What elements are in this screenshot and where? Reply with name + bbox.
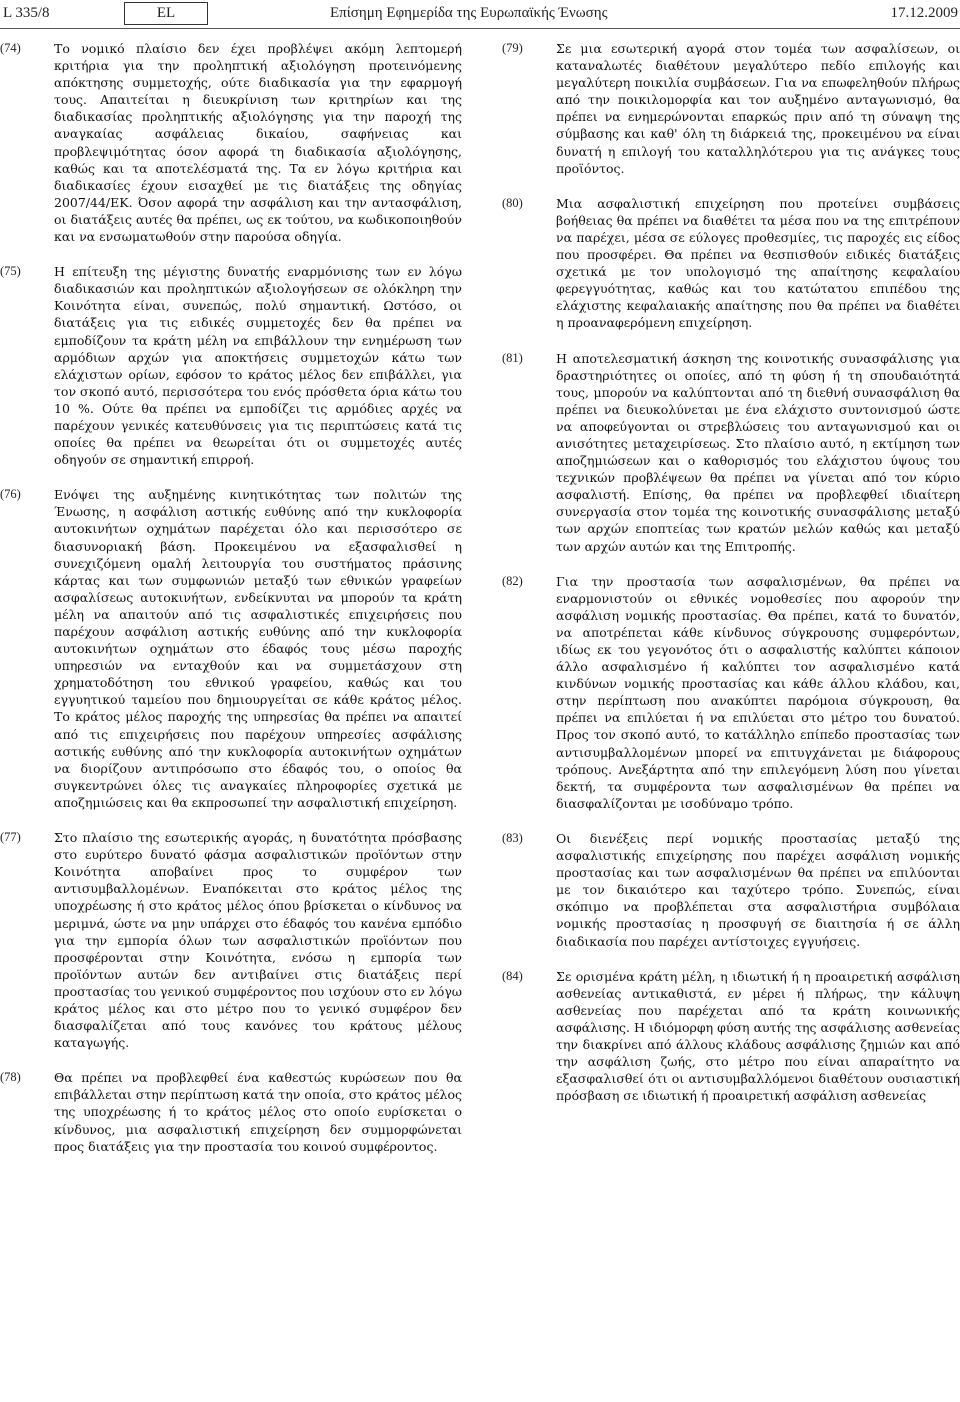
recital-number: (79) — [502, 41, 523, 55]
recital-number: (75) — [0, 264, 21, 279]
recital — [0, 263, 462, 468]
recital-text: Ενόψει της αυξημένης κινητικότητας των πολιτών της Ένωσης, η ασφάλιση αστικής ευθύνης από την κυκλοφορία αυτοκινήτων οχημάτων παρέχεται όλο και περισσότερο σε διασυνοριακή βάση. Προκειμένου να εξασφαλισθεί η συνεχιζόμενη ομαλή λειτουργία του συστήματος πράσινης κάρτας και των συμφωνιών μεταξύ των εθνικών γραφείων ασφαλίσεως αυτοκινήτων, ενδείκνυται να μπορούν τα κράτη μέλη να απαιτούν από τις ασφαλιστικές επιχειρήσεις που παρέχουν ασφάλιση αστικής ευθύνης από την κυκλοφορία αυτοκινήτων οχημάτων στο έδαφός τους μέσω παροχής υπηρεσιών να ενταχθούν και να συμμετάσχουν στη χρηματοδότηση του εθνικού γραφείου, καθώς και του εγγυητικού ταμείου που δημιουργείται σε κάθε κράτος μέλος. Το κράτος μέλος παροχής της υπηρεσίας θα πρέπει να απαιτεί από τις επιχειρήσεις που παρέχουν υπηρεσίες ασφάλισης αστικής ευθύνης από την κυκλοφορία αυτοκινήτων οχημάτων να διορίζουν αντιπρόσωπο στο έδαφός του, ο οποίος θα συγκεντρώνει όλες τις αναγκαίες πληροφορίες σχετικά με αποζημιώσεις και θα εκπροσωπεί την ασφαλιστική επιχείρηση. — [54, 487, 462, 810]
recital-text: Για την προστασία των ασφαλισμένων, θα πρέπει να εναρμονιστούν οι εθνικές νομοθεσίες που αφορούν την ασφάλιση νομικής προστασίας. Θα πρέπει, κατά το δυνατόν, να αποτρέπεται κάθε κίνδυνος σύγκρουσης συμφερόντων, ιδίως εκ του γεγονότος ότι ο ασφαλιστής καλύπτει κάποιον άλλο ασφαλισμένο ή καλύπτει τον ασφαλισμένο κατά κινδύνων νομικής προστασίας και κάθε άλλου κλάδου, και, στην περίπτωση που ανακύπτει παρόμοια σύγκρουση, θα πρέπει να επιλύεται ή να επιλύεται στο μέτρο του δυνατού. Προς τον σκοπό αυτό, το κατάλληλο επίπεδο προστασίας των αντισυμβαλλομένων μπορεί να επιτυγχάνεται με διάφορους τρόπους. Ανεξάρτητα από την επιλεγόμενη λύση που γίνεται δεκτή, τα συμφέροντα των ασφαλισμένων θα πρέπει να διασφαλίζονται με ισοδύναμο τρόπο. — [556, 573, 960, 811]
recital — [0, 829, 462, 1051]
header-rule — [0, 28, 960, 29]
recital — [502, 195, 960, 332]
publication-date: 17.12.2009 — [890, 5, 958, 21]
recital-number: (78) — [0, 1070, 21, 1085]
journal-title: Επίσημη Εφημερίδα της Ευρωπαϊκής Ένωσης — [330, 5, 608, 21]
recital-number: (77) — [0, 830, 21, 845]
recital — [0, 1069, 462, 1154]
recital-number: (84) — [502, 968, 523, 983]
recital-text: Το νομικό πλαίσιο δεν έχει προβλέψει ακόμη λεπτομερή κριτήρια για την προληπτική αξιολόγηση προτεινόμενης απόκτησης συμμετοχής, ούτε διαδικασία για την εφαρμογή τους. Απαιτείται η διευκρίνιση των κριτηρίων και της διαδικασίας προληπτικής αξιολόγησης για την παροχή της αναγκαίας ασφάλειας δικαίου, σαφήνειας και προβλεψιμότητας όσον αφορά τη διαδικασία αξιολόγησης, καθώς και τα αποτελέσματά της. Τα εν λόγω κριτήρια και διαδικασίες έχουν εισαχθεί με τις διατάξεις της οδηγίας 2007/44/ΕΚ. Όσον αφορά την ασφάλιση και την αντασφάλιση, οι διατάξεις αυτές θα πρέπει, ως εκ τούτου, να κωδικοποιηθούν και να ενσωματωθούν στην παρούσα οδηγία. — [54, 41, 462, 245]
recital-text: Η επίτευξη της μέγιστης δυνατής εναρμόνισης των εν λόγω διαδικασιών και προληπτικών αξιολογήσεων σε ολόκληρη την Κοινότητα είναι, συνεπώς, πολύ σημαντική. Ωστόσο, οι διατάξεις για τις ειδικές συμμετοχές δεν θα πρέπει να εμποδίζουν τα κράτη μέλη να επιβάλλουν την ενημέρωση των αρμόδιων αρχών για αποκτήσεις συμμετοχών κάτω των ελάχιστων ορίων, εφόσον το κράτος μέλος δεν επιβάλλει, για τον σκοπό αυτό, περισσότερα του ενός πρόσθετα όρια κάτω του 10 %. Ούτε θα πρέπει να εμποδίζει τις αρμόδιες αρχές να παρέχουν γενικές κατευθύνσεις για τις περιπτώσεις κατά τις οποίες θα πρέπει να θεωρείται ότι οι συμμετοχές αυτές οδηγούν σε σημαντική επιρροή. — [54, 264, 462, 468]
recital — [502, 40, 960, 177]
recital — [0, 40, 462, 245]
recital-number: (74) — [0, 41, 21, 55]
recital — [502, 968, 960, 1105]
recital — [502, 573, 960, 812]
recital-text: Μια ασφαλιστική επιχείρηση που προτείνει συμβάσεις βοήθειας θα πρέπει να διαθέτει τα μέσα που να της επιτρέπουν να παρέχει, μέσα σε εύλογες προθεσμίες, τις παροχές εις είδος που προσφέρει. Θα πρέπει να θεσπισθούν ειδικές διατάξεις σχετικά με τον υπολογισμό της απαίτησης κεφαλαίου φερεγγυότητας, καθώς και του κατώτατου επιπέδου της ελάχιστης κεφαλαιακής απαίτησης που θα πρέπει να διαθέτει η προαναφερόμενη επιχείρηση. — [556, 195, 960, 331]
language-badge: EL — [124, 2, 208, 25]
recital-text: Θα πρέπει να προβλεφθεί ένα καθεστώς κυρώσεων που θα επιβάλλεται στην περίπτωση κατά την οποία, στο κράτος μέλος της υποχρέωσης ή το κράτος μέλος στο οποίο ευρίσκεται ο κίνδυνος, μια ασφαλιστική επιχείρηση δεν συμμορφώνεται προς διατάξεις για την προστασία του κοινού συμφέροντος. — [54, 1070, 462, 1154]
recital-number: (76) — [0, 487, 21, 502]
recital-text: Σε ορισμένα κράτη μέλη, η ιδιωτική ή η προαιρετική ασφάλιση ασθενείας αντικαθιστά, εν μέρει ή πλήρως, την κάλυψη ασθενείας που παρέχεται από τα κράτη κοινωνικής ασφάλισης. Η ιδιόμορφη φύση αυτής της ασφάλισης ασθενείας την διακρίνει από άλλους κλάδους ασφάλισης ζημιών και από την ασφάλιση ζωής, στο μέτρο που είναι απαραίτητο να εξασφαλισθεί ότι οι αντισυμβαλλόμενοι διαθέτουν ουσιαστική πρόσβαση σε ιδιωτική ή προαιρετική ασφάλιση ασθενείας — [556, 968, 960, 1104]
left-column — [0, 40, 462, 1173]
recital-text: Οι διενέξεις περί νομικής προστασίας μεταξύ της ασφαλιστικής επιχείρησης που παρέχει ασφάλιση νομικής προστασίας και των ασφαλισμένων θα πρέπει να επιλύονται με τον δικαιότερο και ταχύτερο τρόπο. Συνεπώς, είναι σκόπιμο να προβλέπεται στα ασφαλιστήρια συμβόλαια νομικής προστασίας η προσφυγή σε διαιτησία ή σε άλλη διαδικασία που παρέχει αντίστοιχες εγγυήσεις. — [556, 830, 960, 949]
recital — [502, 350, 960, 555]
recital-number: (81) — [502, 350, 523, 365]
recital-text: Η αποτελεσματική άσκηση της κοινοτικής συνασφάλισης για δραστηριότητες οι οποίες, από τη φύση ή τη σπουδαιότητά τους, μπορούν να καλύπτονται από τη διεθνή συνασφάλιση θα πρέπει να διευκολύνεται με ένα ελάχιστο συντονισμού ώστε να αποφεύγονται οι στρεβλώσεις του ανταγωνισμού και οι ανισότητες μεταχειρίσεως. Στο πλαίσιο αυτό, η εκτίμηση των αποζημιώσεων και ο καθορισμός του ελάχιστου ύψους του τεχνικών προβλέψεων θα πρέπει να γίνεται από τον κύριο ασφαλιστή. Επίσης, θα πρέπει να προβλεφθεί ιδιαίτερη συνεργασία στον τομέα της κοινοτικής συνασφάλισης μεταξύ των αρχών εποπτείας των κρατών μελών καθώς και μεταξύ των αρχών αυτών και της Επιτροπής. — [556, 350, 960, 554]
page-number: L 335/8 — [3, 5, 50, 21]
recital-number: (80) — [502, 195, 523, 210]
recital — [0, 486, 462, 811]
recital — [502, 830, 960, 950]
recital-number: (83) — [502, 830, 523, 845]
right-column — [502, 40, 960, 1122]
recital-text: Στο πλαίσιο της εσωτερικής αγοράς, η δυνατότητα πρόσβασης στο ευρύτερο δυνατό φάσμα ασφαλιστικών προϊόντων στην Κοινότητα αποβαίνει προς το συμφέρον των αντισυμβαλλομένων. Εναπόκειται στο κράτος μέλος της υποχρέωσης ή στο κράτος μέλος όπου βρίσκεται ο κίνδυνος να μεριμνά, ώστε να μην υπάρχει στο έδαφός του κανένα εμπόδιο για την εμπορία όλων των ασφαλιστικών προϊόντων που προσφέρονται στην Κοινότητα, ενόσω η εμπορία των προϊόντων αυτών δεν αντιβαίνει στις διατάξεις περί προστασίας του γενικού συμφέροντος που ισχύουν στο εν λόγω κράτος μέλος και στο μέτρο που το γενικό συμφέρον δεν διασφαλίζεται από τους κανόνες του κράτους μέλους καταγωγής. — [54, 830, 462, 1051]
recital-number: (82) — [502, 573, 523, 588]
recital-text: Σε μια εσωτερική αγορά στον τομέα των ασφαλίσεων, οι καταναλωτές διαθέτουν μεγαλύτερο πεδίο επιλογής και μεγαλύτερη ποικιλία συμβάσεων. Για να επωφεληθούν πλήρως από την ποικιλομορφία και τον αυξημένο ανταγωνισμό, θα πρέπει να ενημερώνονται επαρκώς πριν από τη σύναψη της σύμβασης και καθ' όλη τη διάρκειά της, προκειμένου να είναι δυνατή η επιλογή του καταλληλότερου για τις ανάγκες τους προϊόντος. — [556, 41, 960, 176]
